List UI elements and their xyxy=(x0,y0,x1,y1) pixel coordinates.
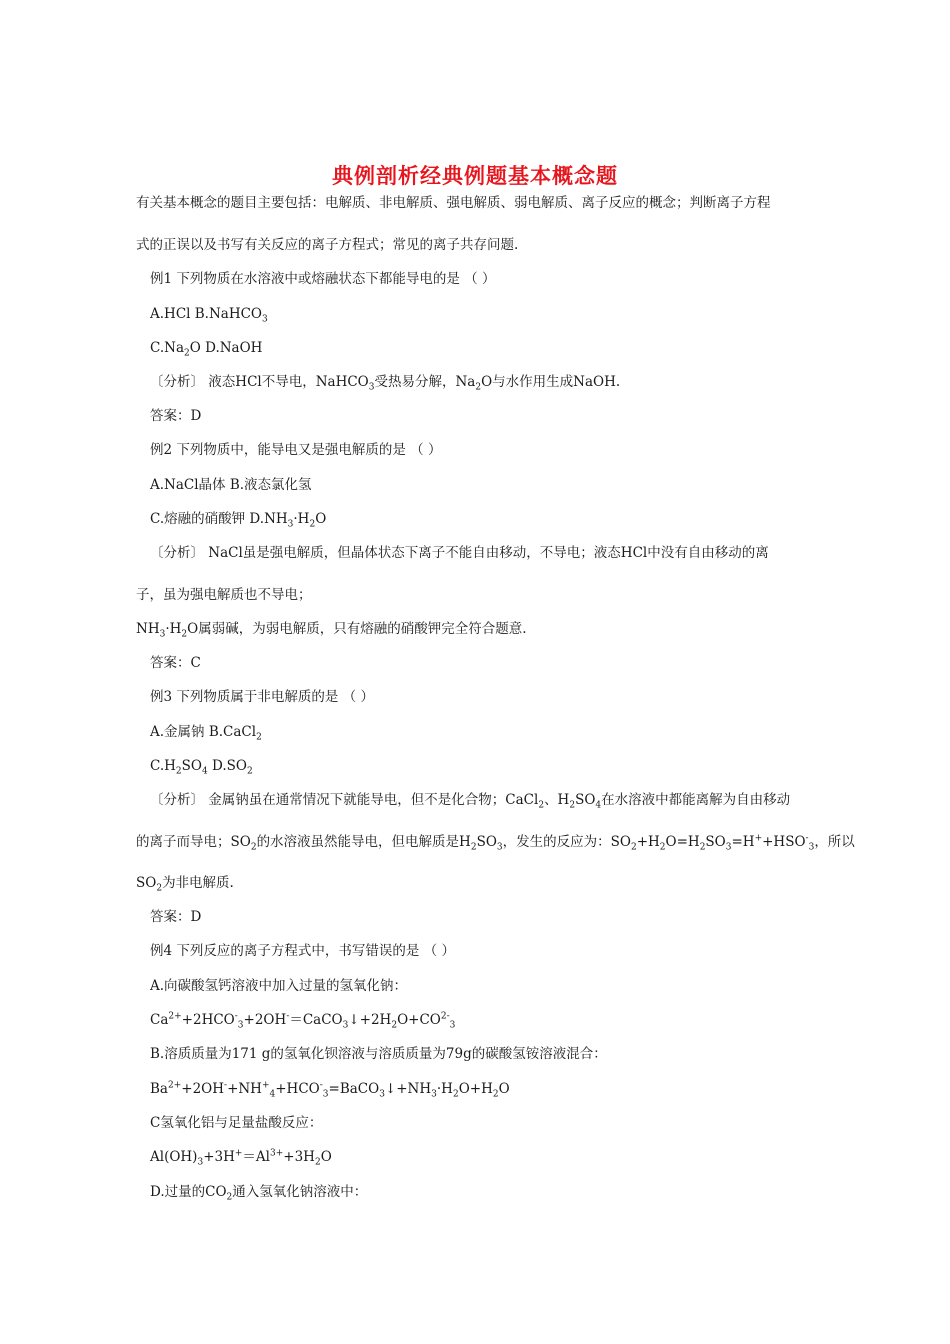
example-1-options-ab: A.HCl B.NaHCO$_3$ xyxy=(150,306,268,325)
example-3-analysis-3: $SO_2$为非电解质. xyxy=(136,875,234,894)
example-3-answer: 答案：D xyxy=(150,909,202,925)
example-1-options-cd: $C.Na_2O$ D.NaOH xyxy=(150,340,263,359)
example-2-question: 例2 下列物质中，能导电又是强电解质的是 （ ） xyxy=(150,442,442,458)
example-1-question: 例1 下列物质在水溶液中或熔融状态下都能导电的是 （ ） xyxy=(150,271,496,287)
example-4-equation-c: $Al(OH)_3+3H^+=Al^{3+}+3H_2O$ xyxy=(150,1148,332,1168)
example-2-analysis-2: 子，虽为强电解质也不导电； xyxy=(136,587,312,603)
example-2-analysis-3: $NH_3\cdot H_2O$属弱碱，为弱电解质，只有熔融的硝酸钾完全符合题意. xyxy=(136,621,527,640)
example-3-question: 例3 下列物质属于非电解质的是 （ ） xyxy=(150,689,374,705)
example-3-analysis-2: 的离子而导电；$SO_2$的水溶液虽然能导电，但电解质是$H_2SO_3$，发生的反应为：$SO_2+H_2O=H_2SO_3=H^++HSO^-_3$，所以 xyxy=(136,833,855,853)
example-3-analysis-1: 〔分析〕 金属钠虽在通常情况下就能导电，但不是化合物；CaCl$_2$、$H_2SO_4$在水溶液中都能离解为自由移动 xyxy=(150,792,791,811)
example-4-equation-b: $Ba^{2+}+2OH^-+NH^+_4+HCO^-_3=BaCO_3↓+NH_3\cdot H_2O+H_2O$ xyxy=(150,1080,510,1100)
example-2-analysis-1: 〔分析〕 NaCl虽是强电解质，但晶体状态下离子不能自由移动，不导电；液态HCl中没有自由移动的离 xyxy=(150,545,769,561)
page-title: 典例剖析经典例题基本概念题 xyxy=(332,164,618,188)
example-4-equation-a: $Ca^{2+}+2HCO^-_3+2OH^-=CaCO_3↓+2H_2O+CO^{2-}_3$ xyxy=(150,1011,456,1031)
example-1-analysis: 〔分析〕 液态HCl不导电，NaHCO$_3$受热易分解，$Na_2O$与水作用生成NaOH. xyxy=(150,374,621,393)
example-2-options-ab: A.NaCl晶体 B.液态氯化氢 xyxy=(150,477,312,493)
intro-line-1: 有关基本概念的题目主要包括：电解质、非电解质、强电解质、弱电解质、离子反应的概念；判断离子方程 xyxy=(136,195,771,211)
example-4-option-d: D.过量的$CO_2$通入氢氧化钠溶液中： xyxy=(150,1184,368,1203)
example-1-answer: 答案：D xyxy=(150,408,202,424)
example-4-option-c: C氢氧化铝与足量盐酸反应： xyxy=(150,1115,323,1131)
example-3-options-cd: $C.H_2SO_4$ $D.SO_2$ xyxy=(150,758,253,777)
example-4-question: 例4 下列反应的离子方程式中，书写错误的是 （ ） xyxy=(150,943,455,959)
example-4-option-a: A.向碳酸氢钙溶液中加入过量的氢氧化钠： xyxy=(150,978,408,994)
example-4-option-b: B.溶质质量为171 g的氢氧化钡溶液与溶质质量为79g的碳酸氢铵溶液混合： xyxy=(150,1046,607,1062)
intro-line-2: 式的正误以及书写有关反应的离子方程式；常见的离子共存问题. xyxy=(136,237,519,253)
example-3-options-ab: A.金属钠 B.CaCl$_2$ xyxy=(150,724,262,743)
example-2-answer: 答案：C xyxy=(150,655,201,671)
example-2-options-cd: C.熔融的硝酸钾 $D.NH_3\cdot H_2O$ xyxy=(150,511,327,530)
